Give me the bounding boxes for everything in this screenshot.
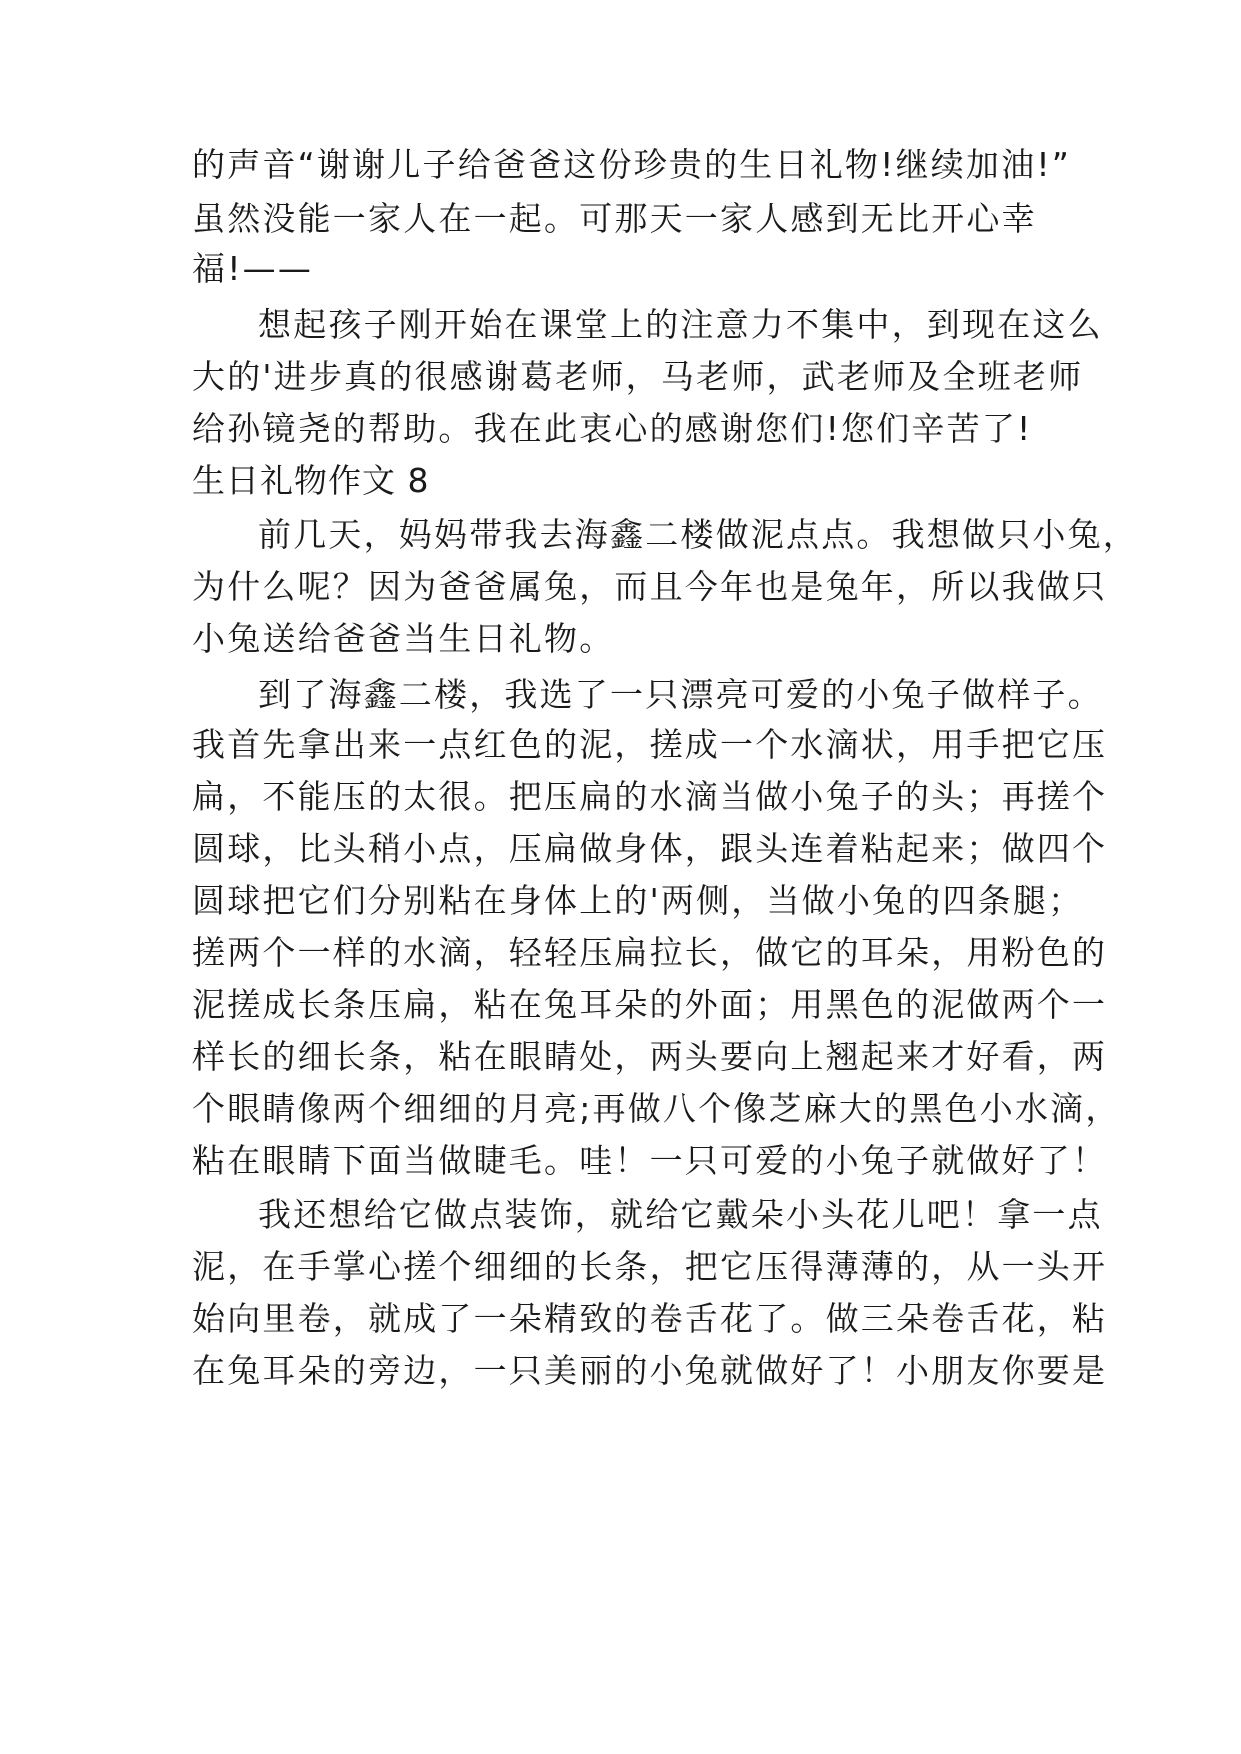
- text-line: 我首先拿出来一点红色的泥，搓成一个水滴状，用手把它压: [192, 725, 1108, 764]
- text-line: 粘在眼睛下面当做睫毛。哇！一只可爱的小兔子就做好了！: [192, 1141, 1108, 1180]
- text-line: 为什么呢？因为爸爸属兔，而且今年也是兔年，所以我做只: [192, 567, 1108, 606]
- section-heading: 生日礼物作文 8: [192, 461, 430, 500]
- paragraph-first-line: 想起孩子刚开始在课堂上的注意力不集中，到现在这么: [258, 305, 1103, 344]
- text-line: 圆球把它们分别粘在身体上的'两侧，当做小兔的四条腿；: [192, 881, 1084, 920]
- text-line: 给孙镜尧的帮助。我在此衷心的感谢您们!您们辛苦了!: [192, 409, 1033, 448]
- text-line: 泥搓成长条压扁，粘在兔耳朵的外面；用黑色的泥做两个一: [192, 985, 1108, 1024]
- text-line: 虽然没能一家人在一起。可那天一家人感到无比开心幸: [192, 199, 1037, 238]
- text-line: 小兔送给爸爸当生日礼物。: [192, 619, 615, 658]
- text-line: 搓两个一样的水滴，轻轻压扁拉长，做它的耳朵，用粉色的: [192, 933, 1108, 972]
- text-line: 福!——: [192, 249, 314, 288]
- text-line: 扁，不能压的太很。把压扁的水滴当做小兔子的头；再搓个: [192, 777, 1108, 816]
- text-line: 在兔耳朵的旁边，一只美丽的小兔就做好了！小朋友你要是: [192, 1351, 1108, 1390]
- text-line: 圆球，比头稍小点，压扁做身体，跟头连着粘起来；做四个: [192, 829, 1108, 868]
- text-line: 始向里卷，就成了一朵精致的卷舌花了。做三朵卷舌花，粘: [192, 1299, 1108, 1338]
- text-line: 样长的细长条，粘在眼睛处，两头要向上翘起来才好看，两: [192, 1037, 1108, 1076]
- text-line: 泥，在手掌心搓个细细的长条，把它压得薄薄的，从一头开: [192, 1247, 1108, 1286]
- paragraph-first-line: 前几天，妈妈带我去海鑫二楼做泥点点。我想做只小兔，: [258, 515, 1138, 554]
- text-line: 个眼睛像两个细细的月亮;再做八个像芝麻大的黑色小水滴，: [192, 1089, 1121, 1128]
- paragraph-first-line: 我还想给它做点装饰，就给它戴朵小头花儿吧！拿一点: [258, 1195, 1103, 1234]
- text-line: 大的'进步真的很感谢葛老师，马老师，武老师及全班老师: [192, 357, 1084, 396]
- paragraph-first-line: 到了海鑫二楼，我选了一只漂亮可爱的小兔子做样子。: [258, 675, 1103, 714]
- text-line: 的声音“谢谢儿子给爸爸这份珍贵的生日礼物!继续加油!”: [192, 145, 1072, 184]
